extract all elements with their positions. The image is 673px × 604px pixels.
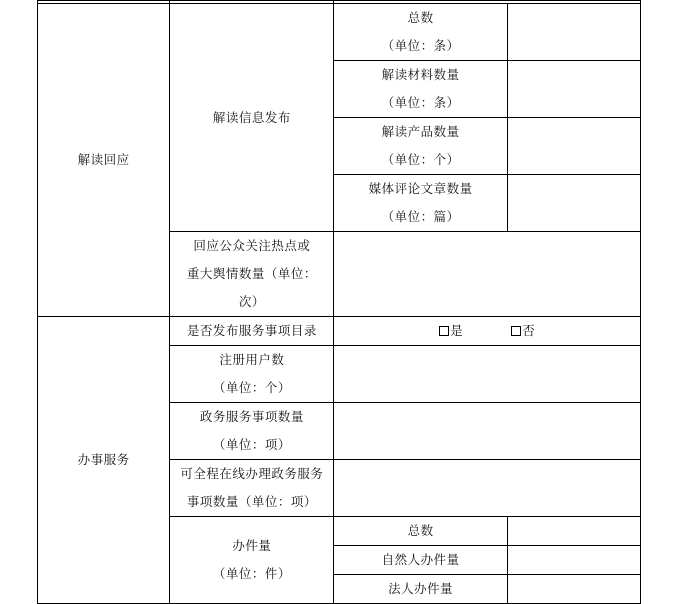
- item-name: 媒体评论文章数量: [368, 181, 473, 196]
- item-unit: （单位：件）: [212, 566, 291, 581]
- volume-row-total: 总数: [334, 517, 507, 546]
- volume-row-natural-person: 自然人办件量: [334, 546, 507, 575]
- item-name: 总数: [407, 10, 434, 25]
- item-name: 解读产品数量: [381, 124, 460, 139]
- respond-line-3: 次）: [238, 294, 265, 309]
- section-title-interpretation: 解读回应: [38, 4, 170, 317]
- no-label: 否: [522, 323, 536, 338]
- publish-item-media: [334, 175, 507, 232]
- item-name: 政务服务事项数量: [199, 409, 304, 424]
- checkbox-icon[interactable]: [511, 326, 521, 336]
- value-cell[interactable]: [507, 118, 640, 175]
- publish-item-materials: [334, 61, 507, 118]
- respond-line-2: 重大舆情数量（单位：: [186, 266, 317, 281]
- item-unit: （单位：个）: [212, 380, 291, 395]
- value-cell[interactable]: [507, 61, 640, 118]
- respond-label: [170, 232, 334, 317]
- item-unit: （单位：篇）: [381, 209, 460, 224]
- value-cell[interactable]: [507, 575, 640, 604]
- yes-option[interactable]: [439, 317, 463, 345]
- publish-item-products: [334, 118, 507, 175]
- item-unit: （单位：个）: [381, 152, 460, 167]
- catalog-label: 是否发布服务事项目录: [170, 317, 334, 346]
- volume-row-legal-person: 法人办件量: [334, 575, 507, 604]
- value-cell[interactable]: [507, 175, 640, 232]
- item-unit: （单位：条）: [381, 95, 460, 110]
- catalog-choice: [334, 317, 641, 346]
- online-label: [170, 460, 334, 517]
- publish-label: 解读信息发布: [170, 4, 334, 232]
- item-name: 解读材料数量: [381, 67, 460, 82]
- yes-label: 是: [450, 323, 464, 338]
- value-cell[interactable]: [507, 517, 640, 546]
- item-name: 办件量: [232, 538, 272, 553]
- item-name: 注册用户数: [219, 352, 285, 367]
- items-count-label: [170, 403, 334, 460]
- item-unit: （单位：条）: [381, 38, 460, 53]
- value-cell[interactable]: [507, 4, 640, 61]
- online-line-1: 可全程在线办理政务服务: [180, 466, 324, 481]
- checkbox-icon[interactable]: [439, 326, 449, 336]
- users-label: [170, 346, 334, 403]
- online-line-2: 事项数量（单位：项）: [186, 494, 317, 509]
- value-cell[interactable]: [334, 346, 641, 403]
- report-form-table: [37, 0, 641, 604]
- value-cell[interactable]: [507, 546, 640, 575]
- no-option[interactable]: [511, 317, 535, 345]
- volume-label: [170, 517, 334, 604]
- value-cell[interactable]: [334, 460, 641, 517]
- publish-item-total: [334, 4, 507, 61]
- item-unit: （单位：项）: [212, 437, 291, 452]
- respond-line-1: 回应公众关注热点或: [193, 238, 311, 253]
- value-cell[interactable]: [334, 403, 641, 460]
- value-cell[interactable]: [334, 232, 641, 317]
- section-title-services: 办事服务: [38, 317, 170, 604]
